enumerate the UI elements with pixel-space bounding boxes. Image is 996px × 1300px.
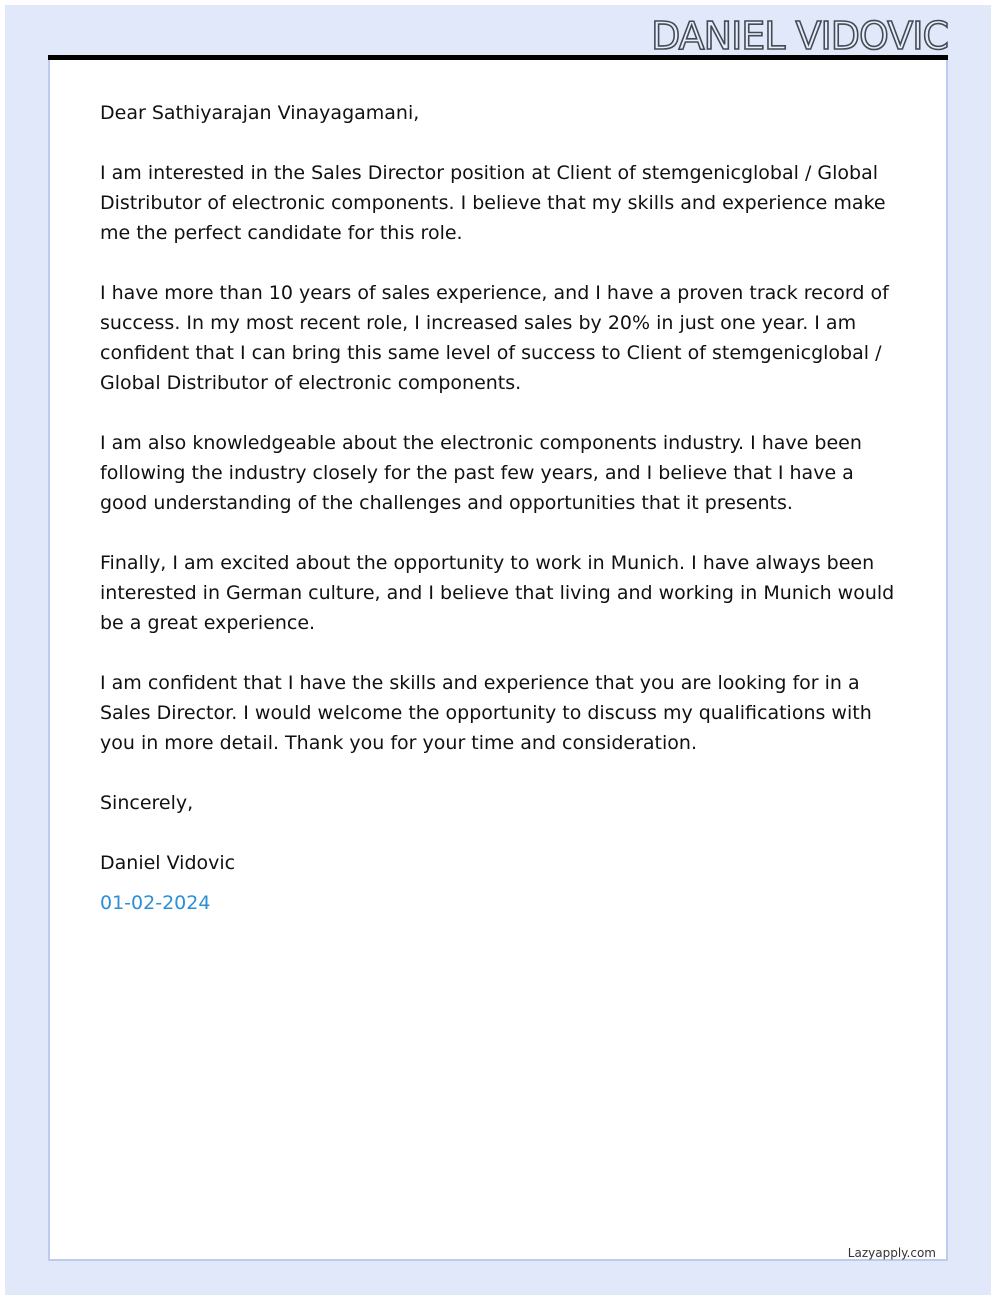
- footer-brand: Lazyapply.com: [847, 1246, 936, 1260]
- paragraph-industry: I am also knowledgeable about the electronic components industry. I have been following the industry closely for the past few years, and I believe that I have a good understanding of the challenges and opportunities that it presents.: [100, 432, 862, 514]
- paragraph-intro: I am interested in the Sales Director position at Client of stemgenicglobal / Global Distributor of electronic components. I believe that my skills and experience make me the perfect candidate for this role.: [100, 162, 886, 244]
- letter-date: 01-02-2024: [100, 892, 211, 914]
- closing: Sincerely,: [100, 792, 194, 814]
- signature-name: Daniel Vidovic: [100, 852, 236, 874]
- paragraph-experience: I have more than 10 years of sales experience, and I have a proven track record of success. In my most recent role, I increased sales by 20% in just one year. I am confident that I can bring this same level of success to Client of stemgenicglobal / Global Distributor of electronic components.: [100, 282, 889, 394]
- salutation: Dear Sathiyarajan Vinayagamani,: [100, 102, 420, 124]
- paragraph-conclusion: I am confident that I have the skills and experience that you are looking for in a Sales Director. I would welcome the opportunity to discuss my qualifications with you in more detail. Thank you for your time and consideration.: [100, 672, 872, 754]
- paragraph-location: Finally, I am excited about the opportunity to work in Munich. I have always been interested in German culture, and I believe that living and working in Munich would be a great experience.: [100, 552, 895, 634]
- applicant-name-heading: DANIEL VIDOVIC: [651, 14, 948, 58]
- cover-letter-body: [100, 98, 900, 948]
